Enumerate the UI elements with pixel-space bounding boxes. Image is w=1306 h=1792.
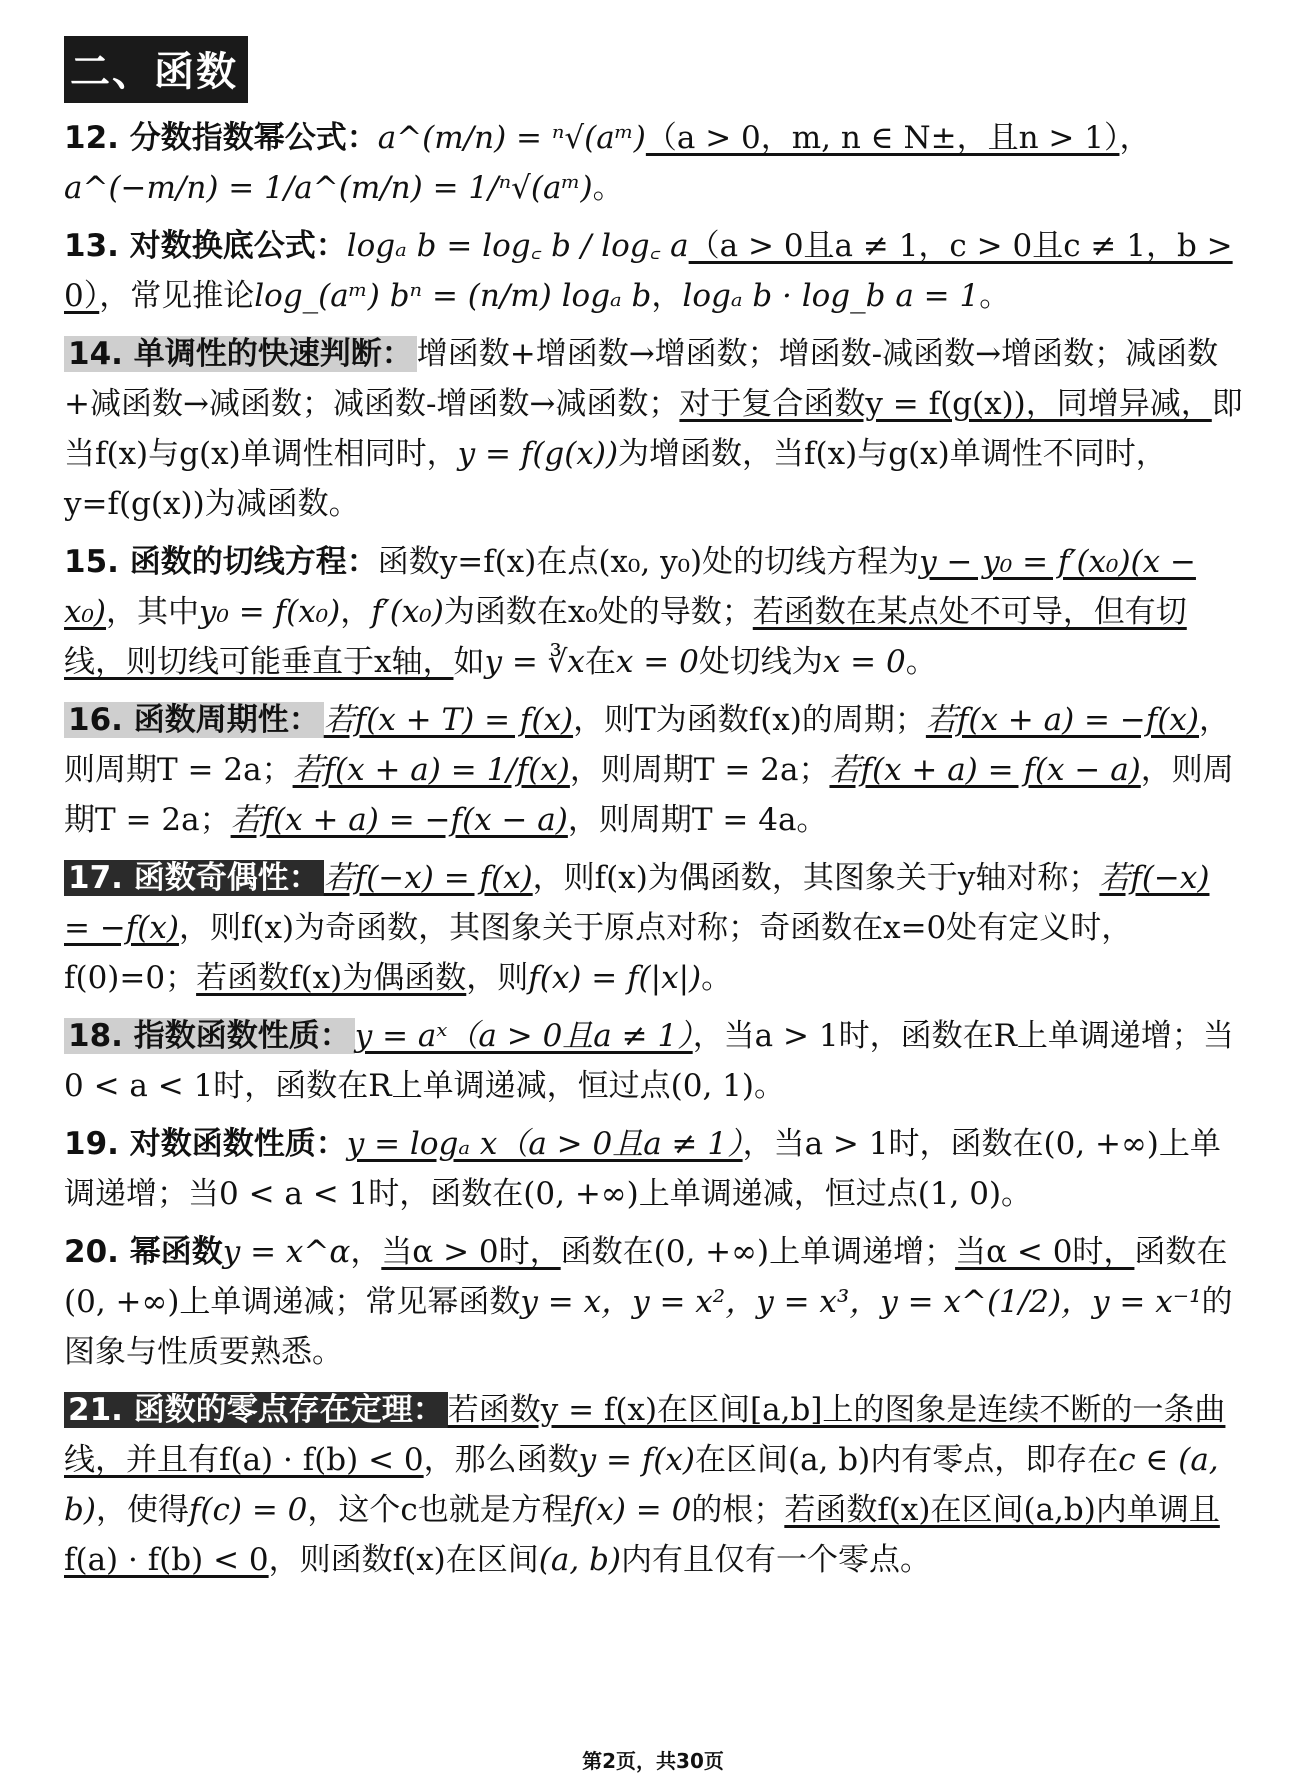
body-text: ，则周期T = 4a。 [567,802,828,838]
formula-item [64,113,1244,213]
body-text: 的根； [691,1492,785,1528]
item-label: 12. 分数指数幂公式： [64,120,378,156]
formula-text: 若f(x + a) = 1/f(x) [292,752,570,788]
formula-item [64,1227,1244,1377]
body-text: 在 [584,644,616,680]
body-text: ， [1119,120,1151,156]
formula-item [64,329,1244,529]
body-text: （a > 0且a ≠ 1，c > 0且c ≠ 1，b > 0） [64,228,1233,314]
body-text: 函数在(0, +∞)上单调递减；常见幂函数 [64,1234,1228,1320]
formula-text: y = f(g(x)) [457,436,619,472]
body-text: 如 [453,644,485,680]
body-text: ， [340,594,372,630]
body-text: 即当f(x)与g(x)单调性相同时， [64,386,1243,472]
body-text: 。 [701,960,733,996]
formula-text: (a, b) [538,1542,622,1578]
formula-text: logₐ b · log_b a = 1 [682,278,980,314]
formula-text: y = f(x) [578,1442,695,1478]
formula-text: 若f(x + a) = −f(x) [925,702,1200,738]
page-footer: 第2页，共30页 [582,1749,724,1773]
body-text: 为增函数，当f(x)与g(x)单调性不同时，y=f(g(x))为减函数。 [64,436,1167,522]
formula-text: x = 0 [822,644,906,680]
body-text: 为函数在x₀处的导数； [443,594,753,630]
formula-text: a^(m/n) = ⁿ√(aᵐ) [377,120,646,156]
item-label: 19. 对数函数性质： [64,1126,347,1162]
formula-text: 若f(−x) = −f(x) [64,860,1210,946]
body-text: ， [350,1234,382,1270]
formula-item [64,221,1244,321]
body-text: ，常见推论 [99,278,255,314]
body-text: ，则周期T = 2a； [569,752,830,788]
body-text: 内有且仅有一个零点。 [621,1542,932,1578]
item-label: 18. 指数函数性质： [64,1018,355,1054]
formula-text: x = 0 [615,644,699,680]
formula-text: c ∈ (a, b) [64,1442,1219,1528]
formula-text: f(c) = 0 [188,1492,308,1528]
item-label: 16. 函数周期性： [64,702,324,738]
formula-item [64,537,1244,687]
formula-text: y = x，y = x²，y = x³，y = x^(1/2)，y = x⁻¹ [520,1284,1202,1320]
formula-text: y₀ = f(x₀) [199,594,341,630]
formula-text: y = aˣ（a > 0且a ≠ 1） [354,1018,693,1054]
body-text: ，当a > 1时，函数在(0, +∞)上单调递增；当0 < a < 1时，函数在(0, +∞)上单调递减，恒过点(1, 0)。 [64,1126,1221,1212]
section-title: 二、函数 [64,36,248,103]
formula-item [64,1385,1244,1585]
formula-text: y = logₐ x（a > 0且a ≠ 1） [346,1126,743,1162]
body-text: ，这个c也就是方程 [307,1492,573,1528]
body-text: ，则周期T = 2a； [64,752,1234,838]
body-text: ，则函数f(x)在区间 [268,1542,539,1578]
item-label: 20. 幂函数 [64,1234,223,1270]
body-text: ，则f(x)为偶函数，其图象关于y轴对称； [532,860,1100,896]
formula-item [64,695,1244,845]
formula-text: f′(x₀) [371,594,444,630]
body-text: 对于复合函数y = f(g(x))，同增异减， [679,386,1212,422]
body-text: ， [651,278,683,314]
body-text: 当α > 0时， [381,1234,561,1270]
formula-text: y = x^α [222,1234,351,1270]
item-label: 15. 函数的切线方程： [64,544,378,580]
body-text: ，则T为函数f(x)的周期； [573,702,926,738]
body-text: ，则 [466,960,529,996]
formula-text: a^(−m/n) = 1/a^(m/n) = 1/ⁿ√(aᵐ) [64,170,593,206]
item-label: 17. 函数奇偶性： [64,860,324,896]
body-text: 。 [905,644,937,680]
formula-text: 若f(x + a) = −f(x − a) [230,802,568,838]
formula-text: 若f(x + a) = f(x − a) [829,752,1141,788]
body-text: 处切线为 [698,644,823,680]
body-text: 。 [592,170,624,206]
body-text: 函数在(0, +∞)上单调递增； [560,1234,956,1270]
formula-text: f(x) = 0 [572,1492,692,1528]
formula-text: y = ∛x [484,644,585,680]
formula-text: logₐ b = log꜀ b / log꜀ a [346,228,689,264]
body-text: 的图象与性质要熟悉。 [64,1284,1233,1370]
body-text: 函数y=f(x)在点(x₀, y₀)处的切线方程为 [377,544,920,580]
formula-text: 若f(x + T) = f(x) [323,702,574,738]
formula-item [64,1011,1244,1111]
body-text: 。 [979,278,1011,314]
formula-text: 若f(−x) = f(x) [323,860,533,896]
formula-item [64,853,1244,1003]
item-label: 14. 单调性的快速判断： [64,336,417,372]
formula-text: log_(aᵐ) bⁿ = (n/m) logₐ b [254,278,652,314]
body-text: ，则f(x)为奇函数，其图象关于原点对称；奇函数在x=0处有定义时，f(0)=0； [64,910,1133,996]
body-text: 若函数f(x)在区间(a,b)内单调且f(a) · f(b) < 0 [64,1492,1220,1578]
formula-item [64,1119,1244,1219]
page-content [64,36,1244,1593]
body-text: 增函数+增函数→增函数；增函数-减函数→增函数；减函数+减函数→减函数；减函数-增函数→减函数； [64,336,1219,422]
body-text: ，那么函数 [423,1442,579,1478]
body-text: 若函数y = f(x)在区间[a,b]上的图象是连续不断的一条曲线，并且有f(a) · f(b) < 0 [64,1392,1226,1478]
body-text: 若函数f(x)为偶函数 [196,960,467,996]
item-label: 13. 对数换底公式： [64,228,347,264]
formula-text: y − y₀ = f′(x₀)(x − x₀) [64,544,1196,630]
body-text: ，则周期T = 2a； [64,702,1231,788]
body-text: （a > 0，m, n ∈ N±，且n > 1） [645,120,1120,156]
formula-text: f(x) = f(|x|) [528,960,702,996]
body-text: ，使得 [95,1492,189,1528]
body-text: ，其中 [106,594,200,630]
item-label: 21. 函数的零点存在定理： [64,1392,448,1428]
body-text: 当α < 0时， [955,1234,1135,1270]
body-text: 若函数在某点处不可导，但有切线，则切线可能垂直于x轴， [64,594,1187,680]
body-text: ，当a > 1时，函数在R上单调递增；当0 < a < 1时，函数在R上单调递减，恒过点(0, 1)。 [64,1018,1234,1104]
body-text: 在区间(a, b)内有零点，即存在 [694,1442,1119,1478]
formula-list [64,113,1244,1585]
